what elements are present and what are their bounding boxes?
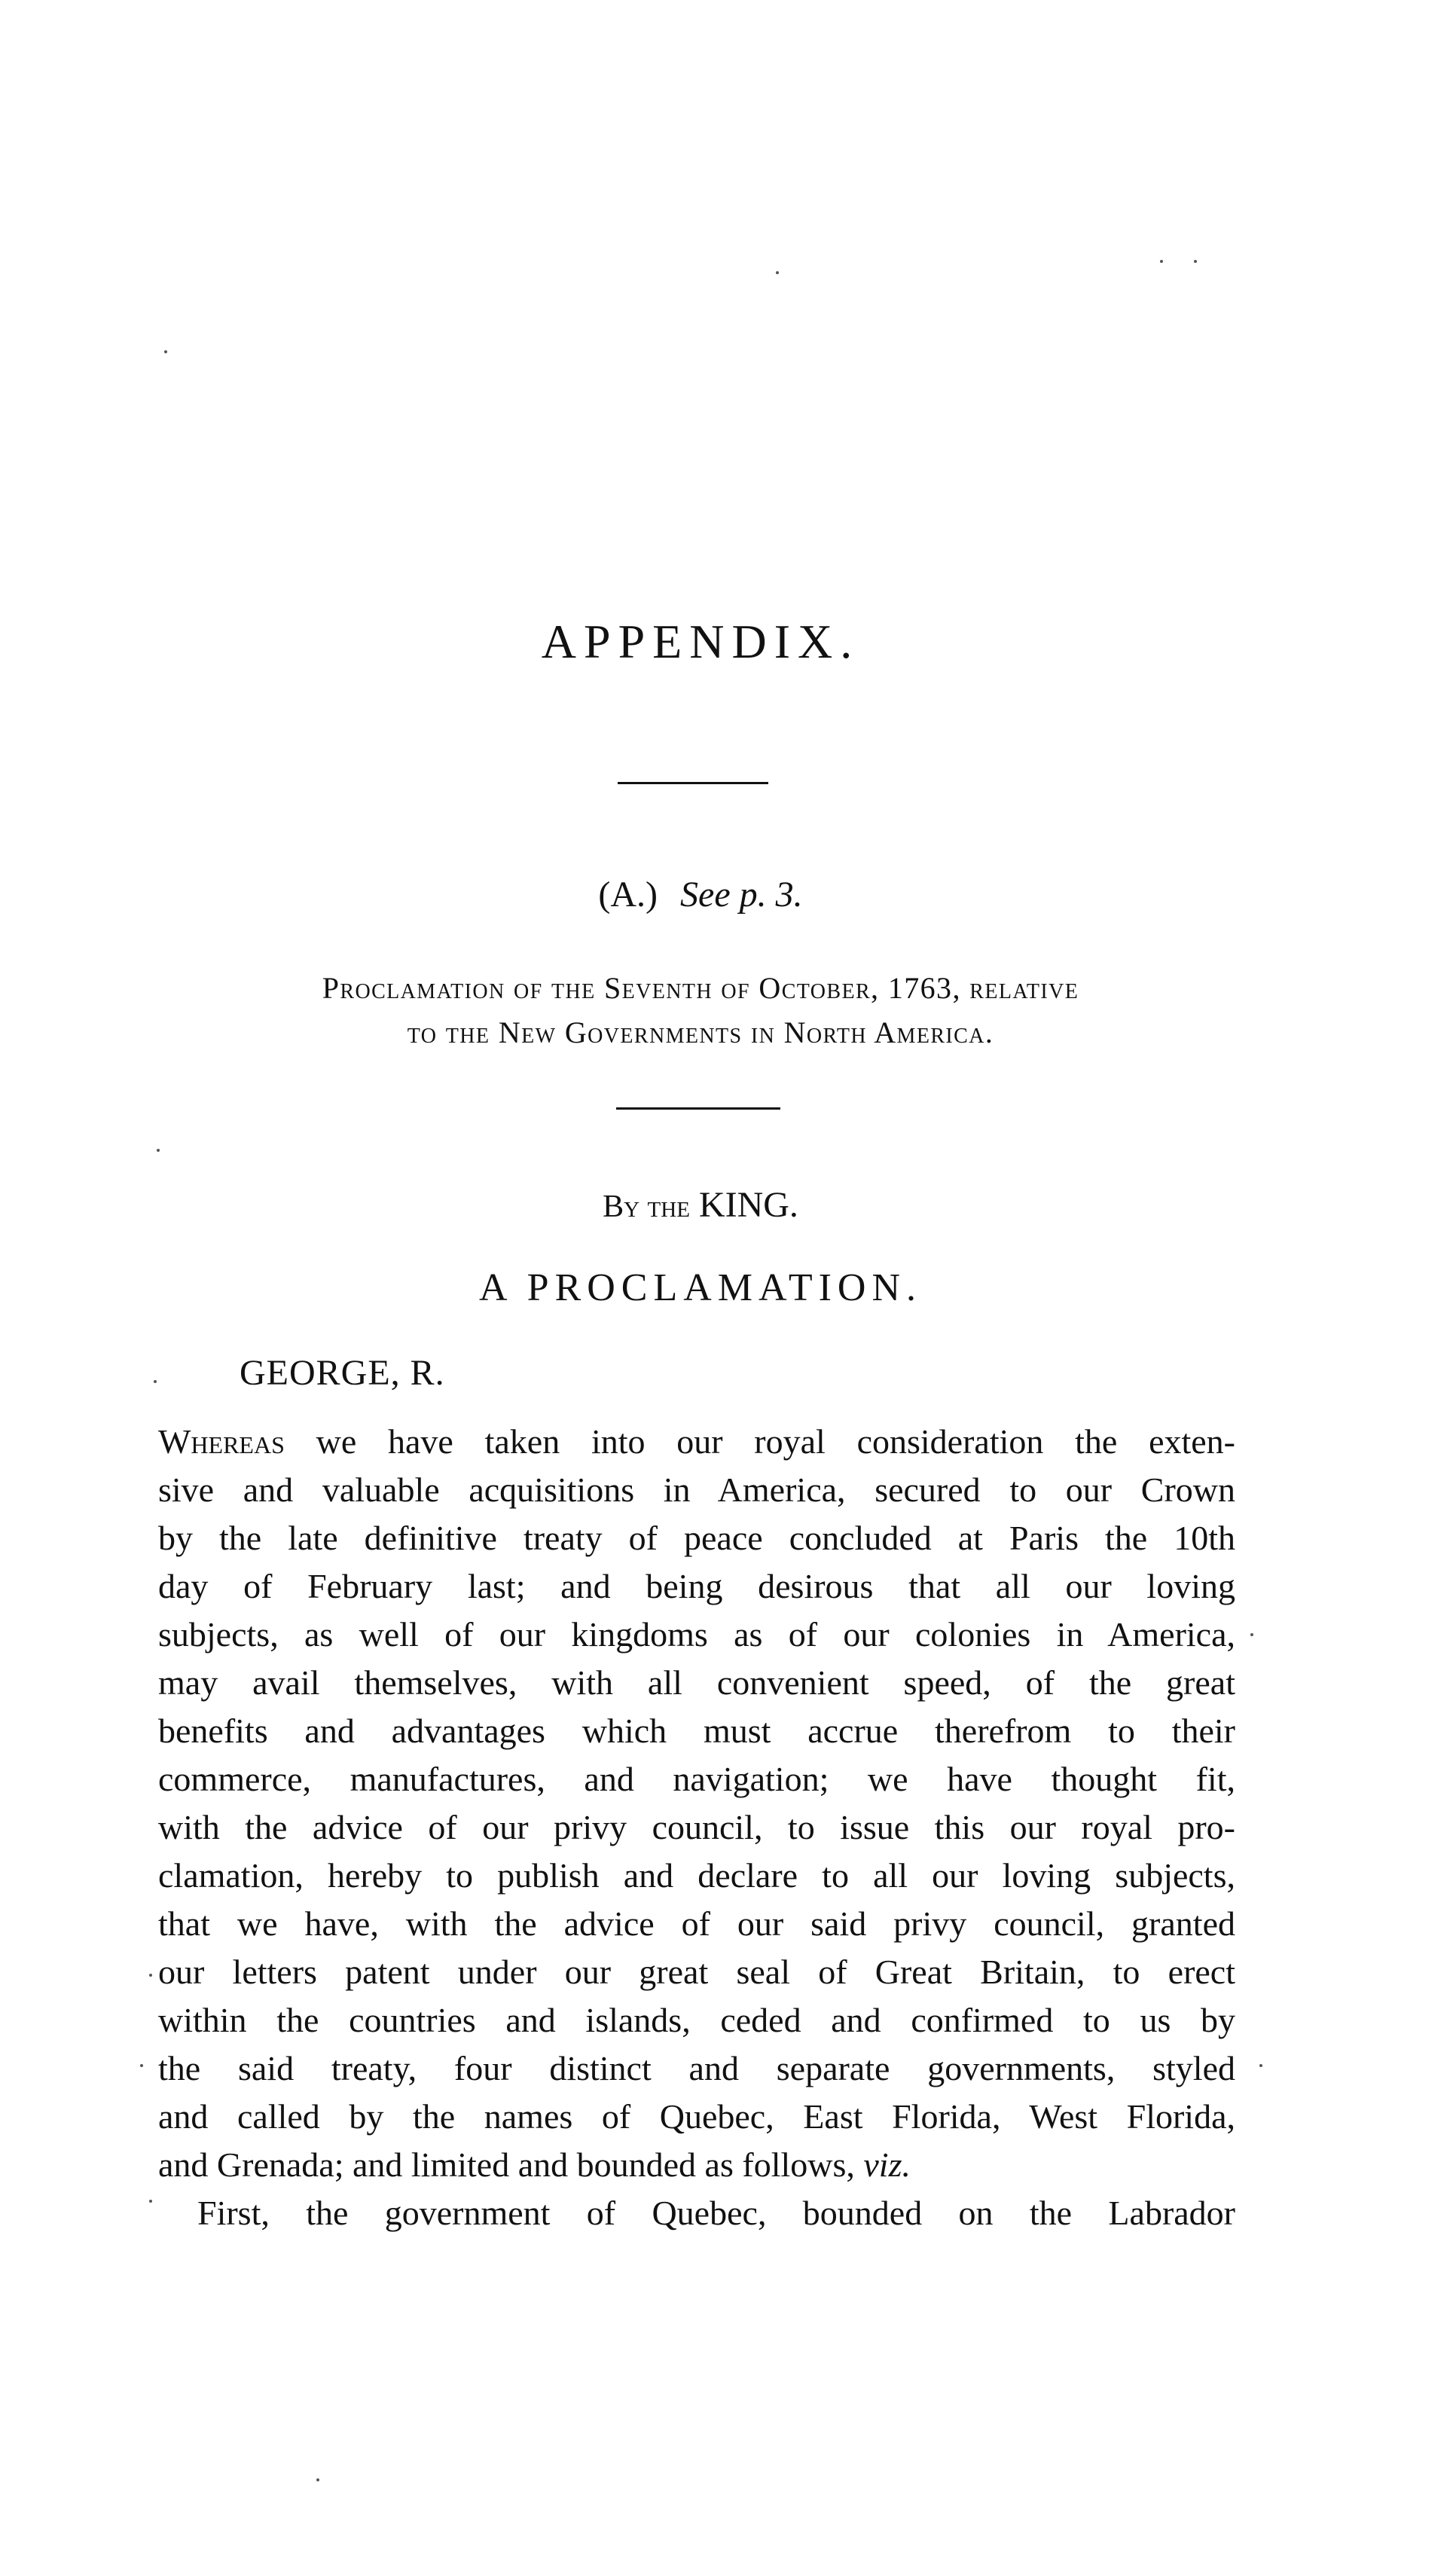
scan-speck (164, 350, 167, 353)
body-line: by the late definitive treaty of peace concluded at Paris the 10th (158, 1519, 1235, 1557)
appendix-title: APPENDIX. (541, 615, 860, 668)
by-the-king (0, 1184, 1401, 1226)
page-reference: See p. 3. (680, 875, 803, 915)
body-line: day of February last; and being desirous that all our loving (158, 1567, 1235, 1605)
body-line: with the advice of our privy council, to issue this our royal pro- (158, 1808, 1235, 1846)
scan-speck (316, 2478, 319, 2481)
body-line: our letters patent under our great seal of Great Britain, to erect (158, 1953, 1235, 1991)
viz-abbreviation: viz. (863, 2145, 911, 2184)
body-line: benefits and advantages which must accrue therefrom to their (158, 1712, 1235, 1750)
king-text: KING. (698, 1185, 798, 1225)
proclamation-heading-line-2: to the New Governments in North America. (407, 1015, 994, 1049)
scan-speck (157, 1149, 160, 1152)
body-line: may avail themselves, with all convenient speed, of the great (158, 1663, 1235, 1702)
by-the-text: By the (603, 1189, 690, 1224)
royal-signature: GEORGE, R. (240, 1353, 445, 1393)
body-line: commerce, manufactures, and navigation; we have thought fit, (158, 1760, 1235, 1798)
body-line: and called by the names of Quebec, East Florida, West Florida, (158, 2097, 1235, 2136)
body-line-last: and Grenada; and limited and bounded as follows, viz. (158, 2145, 911, 2184)
heading-divider (616, 1107, 780, 1110)
body-line: that we have, with the advice of our said privy council, granted (158, 1904, 1235, 1943)
scan-speck (154, 1380, 157, 1383)
body-line: clamation, hereby to publish and declare to all our loving subjects, (158, 1856, 1235, 1895)
body-line: within the countries and islands, ceded and confirmed to us by (158, 2001, 1235, 2039)
proclamation-title: A PROCLAMATION. (478, 1266, 923, 1309)
scan-speck (149, 1974, 152, 1977)
proclamation-heading-line-1: Proclamation of the Seventh of October, 1763, relative (322, 971, 1079, 1005)
body-line: subjects, as well of our kingdoms as of our colonies in America, (158, 1615, 1235, 1654)
body-line: Whereas we have taken into our royal consideration the exten- (158, 1422, 1235, 1461)
body-paragraph-start: First, the government of Quebec, bounded on the Labrador (197, 2194, 1235, 2232)
scan-speck (1194, 260, 1197, 263)
scan-speck (1250, 1633, 1253, 1636)
body-line: sive and valuable acquisitions in America, secured to our Crown (158, 1470, 1235, 1509)
section-reference (0, 874, 1401, 915)
scan-speck (1259, 2064, 1262, 2067)
scan-speck (140, 2064, 143, 2067)
scan-speck (149, 2200, 152, 2203)
body-line: the said treaty, four distinct and separate governments, styled (158, 2049, 1235, 2087)
scan-speck (1160, 260, 1163, 263)
section-label: (A.) (598, 875, 658, 915)
title-divider (618, 782, 768, 784)
scan-speck (776, 271, 779, 274)
first-word: Whereas (158, 1422, 285, 1461)
